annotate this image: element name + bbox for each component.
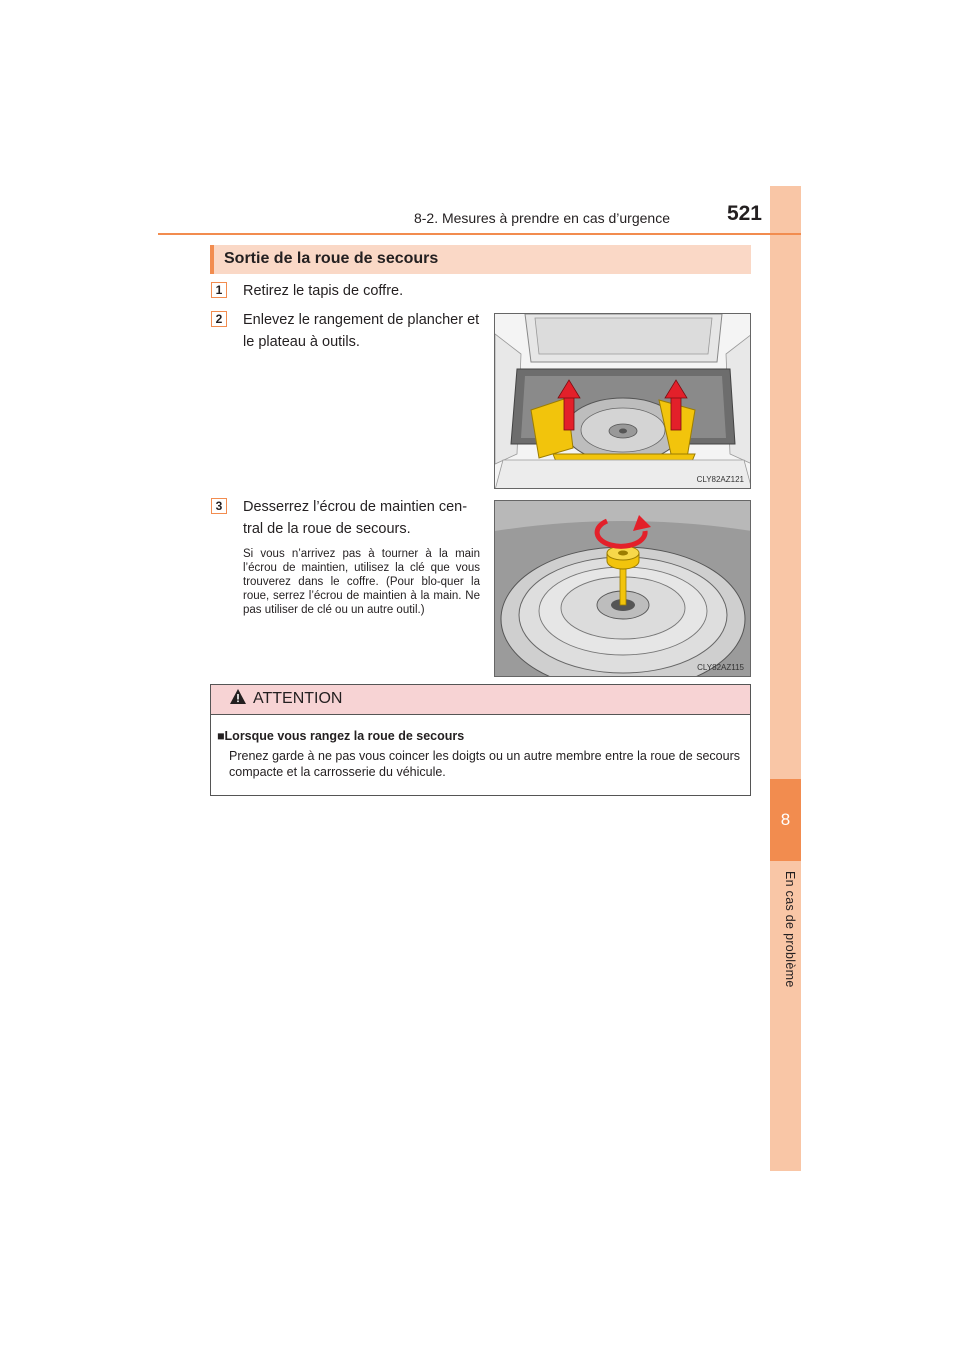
- step-2-line-1: Enlevez le rangement de plancher et: [243, 312, 480, 328]
- section-title: Sortie de la roue de secours: [224, 250, 439, 267]
- trunk-illustration: [495, 314, 751, 489]
- step-number-3: 3: [211, 498, 227, 514]
- figure-code: CLY82AZ115: [697, 663, 744, 672]
- step-3-line-2: tral de la roue de secours.: [243, 521, 411, 537]
- spare-tire-illustration: [495, 501, 751, 677]
- trunk-figure: [494, 313, 751, 489]
- spare-tire-figure: [494, 500, 751, 677]
- chapter-label: En cas de problème: [783, 871, 797, 988]
- chapter-number: 8: [770, 779, 801, 861]
- header-section-title: 8-2. Mesures à prendre en cas d’urgence: [413, 210, 670, 226]
- step-3-note: Si vous n’arrivez pas à tourner à la main l’écrou de maintien, utilisez la clé que vous trouverez dans le coffre. (Pour blo-quer la roue, serrez l’écrou de maintien à la main. Ne pas utiliser de clé ou un autre outil.): [243, 548, 480, 616]
- step-3-line-1: Desserrez l’écrou de maintien cen-: [243, 499, 468, 515]
- header-rule: [158, 233, 801, 235]
- warning-triangle-icon: [229, 688, 247, 705]
- attention-subtitle: ■Lorsque vous rangez la roue de secours: [217, 729, 465, 743]
- figure-code: CLY82AZ121: [696, 475, 744, 484]
- attention-body: Prenez garde à ne pas vous coincer les doigts ou un autre membre entre la roue de secours compacte et la carrosserie du véhicule.: [229, 749, 740, 779]
- step-number-2: 2: [211, 311, 227, 327]
- step-2-line-2: le plateau à outils.: [243, 334, 360, 350]
- attention-title: ATTENTION: [253, 690, 343, 707]
- step-1-text: Retirez le tapis de coffre.: [243, 283, 404, 299]
- step-number-1: 1: [211, 282, 227, 298]
- chapter-side-tab: [770, 186, 801, 1171]
- page-number: 521: [726, 202, 762, 225]
